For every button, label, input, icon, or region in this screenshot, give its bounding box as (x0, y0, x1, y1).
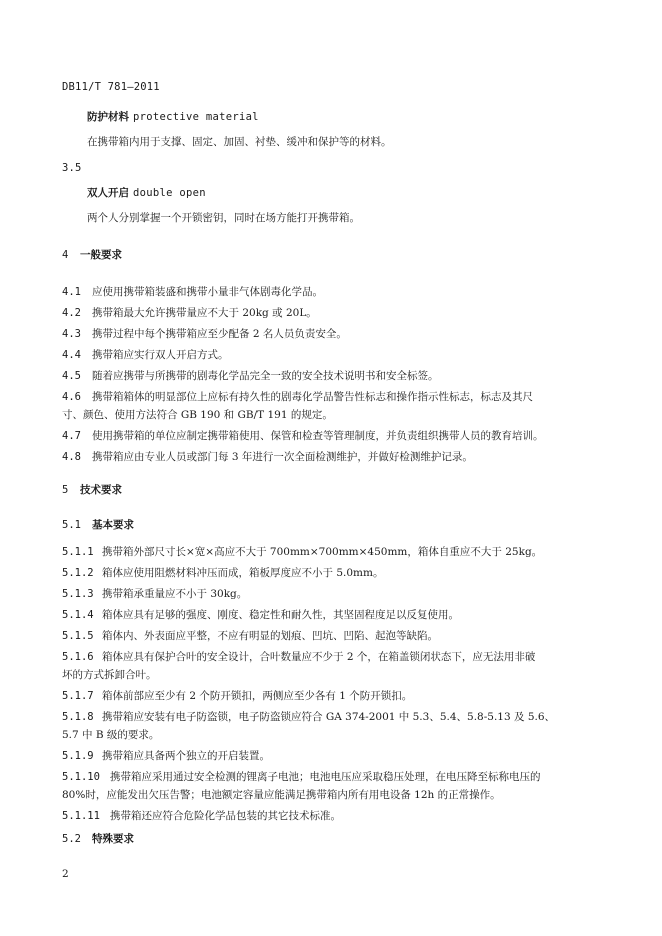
term-definition: 两个人分别掌握一个开锁密钥，同时在场方能打开携带箱。 (87, 212, 360, 224)
standard-code-header: DB11/T 781—2011 (62, 81, 160, 93)
clause-5-1-10: 5.1.10 携带箱应采用通过安全检测的锂离子电池；电池电压应采取稳压处理，在电压降至标称电压的 (62, 771, 541, 783)
clause-4-2: 4.2 携带箱最大允许携带量应不大于 20kg 或 20L。 (62, 307, 317, 319)
clause-5-1-8: 5.1.8 携带箱应安装有电子防盗锁，电子防盗锁应符合 GA 374-2001 中 5.3、5.4、5.8-5.13 及 5.6、 (62, 711, 556, 723)
clause-4-3: 4.3 携带过程中每个携带箱应至少配备 2 名人员负责安全。 (62, 328, 347, 340)
section-4-heading (62, 248, 122, 262)
clause-4-8: 4.8 携带箱应由专业人员或部门每 3 年进行一次全面检测维护，并做好检测维护记录。 (62, 451, 473, 463)
clause-5-1-9: 5.1.9 携带箱应具备两个独立的开启装置。 (62, 750, 270, 762)
clause-4-5: 4.5 随着应携带与所携带的剧毒化学品完全一致的安全技术说明书和安全标签。 (62, 370, 439, 382)
clause-5-1-6: 5.1.6 箱体应具有保护合叶的安全设计，合叶数量应不少于 2 个，在箱盖锁闭状态下，应无法用非破 (62, 651, 536, 663)
clause-5-1-5: 5.1.5 箱体内、外表面应平整，不应有明显的划痕、凹坑、凹陷、起泡等缺陷。 (62, 630, 438, 642)
section-title: 一般要求 (80, 249, 122, 261)
section-number: 4 (62, 249, 69, 261)
term-en: double open (133, 187, 206, 199)
clause-4-7: 4.7 使用携带箱的单位应制定携带箱使用、保管和检查等管理制度，并负责组织携带人员的教育培训。 (62, 430, 544, 442)
term-zh: 防护材料 (87, 111, 129, 123)
clause-5-1-3: 5.1.3 携带箱承重量应不小于 30kg。 (62, 588, 248, 600)
section-5-heading (62, 483, 122, 497)
clause-5-1-2: 5.1.2 箱体应使用阻燃材料冲压而成，箱板厚度应不小于 5.0mm。 (62, 567, 384, 579)
clause-5-1-10-continuation: 80%时，应能发出欠压告警；电池额定容量应能满足携带箱内所有用电设备 12h 的正常操作。 (62, 789, 501, 801)
subsection-5-2-heading (62, 832, 134, 846)
term-definition: 在携带箱内用于支撑、固定、加固、衬垫、缓冲和保护等的材料。 (87, 136, 392, 148)
subsection-5-1-heading (62, 518, 134, 532)
clause-5-1-8-continuation: 5.7 中 B 级的要求。 (62, 729, 160, 741)
page-number: 2 (62, 868, 69, 880)
clause-4-1: 4.1 应使用携带箱装盛和携带小量非气体剧毒化学品。 (62, 286, 323, 298)
clause-5-1-7: 5.1.7 箱体前部应至少有 2 个防开锁扣，两侧应至少各有 1 个防开锁扣。 (62, 690, 413, 702)
subsection-title: 基本要求 (92, 519, 134, 531)
term-number: 3.5 (62, 162, 82, 174)
section-title: 技术要求 (80, 484, 122, 496)
clause-5-1-4: 5.1.4 箱体应具有足够的强度、刚度、稳定性和耐久性，其坚固程度足以反复使用。 (62, 609, 459, 621)
term-zh: 双人开启 (87, 187, 129, 199)
term-protective-material (87, 110, 259, 124)
term-double-open (87, 186, 206, 200)
clause-5-1-11: 5.1.11 携带箱还应符合危险化学品包装的其它技术标准。 (62, 810, 341, 822)
clause-4-6-continuation: 寸、颜色、使用方法符合 GB 190 和 GB/T 191 的规定。 (62, 409, 333, 421)
section-number: 5 (62, 484, 69, 496)
subsection-number: 5.2 (62, 833, 81, 845)
subsection-number: 5.1 (62, 519, 81, 531)
clause-4-6: 4.6 携带箱箱体的明显部位上应标有持久性的剧毒化学品警告性标志和操作指示性标志，标志及其尺 (62, 391, 533, 403)
clause-5-1-1: 5.1.1 携带箱外部尺寸长×宽×高应不大于 700mm×700mm×450mm，箱体自重应不大于 25kg。 (62, 546, 543, 558)
clause-4-4: 4.4 携带箱应实行双人开启方式。 (62, 349, 229, 361)
subsection-title: 特殊要求 (92, 833, 134, 845)
clause-5-1-6-continuation: 坏的方式拆卸合叶。 (62, 669, 157, 681)
term-en: protective material (133, 111, 259, 123)
